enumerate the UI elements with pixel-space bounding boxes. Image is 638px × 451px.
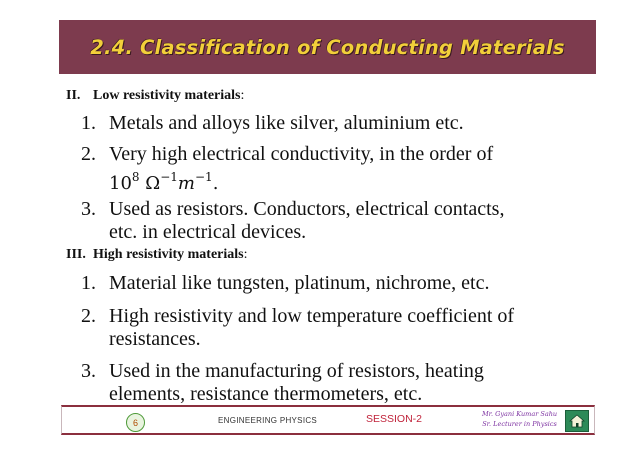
list-text-continued: etc. in electrical devices.	[109, 221, 307, 243]
list-text-continued: elements, resistance thermometers, etc.	[109, 383, 423, 405]
list-item	[81, 112, 464, 135]
formula-exponent: 8	[131, 170, 140, 184]
list-text-continued: resistances.	[109, 328, 201, 350]
slide-footer	[61, 405, 595, 435]
list-text: High resistivity and low temperature coefficient of	[109, 305, 515, 327]
list-number: 2.	[81, 143, 96, 165]
list-item	[81, 272, 489, 295]
list-number: 3.	[81, 198, 96, 220]
formula-exponent: −1	[160, 170, 178, 184]
section-heading-colon: :	[240, 88, 245, 103]
list-number: 1.	[81, 272, 96, 294]
section-numeral: II.	[66, 88, 81, 103]
list-text: Very high electrical conductivity, in the order of	[109, 143, 494, 165]
list-item	[81, 305, 514, 351]
section-heading-high	[66, 247, 248, 263]
author-title: Sr. Lecturer in Physics	[482, 420, 557, 428]
list-number: 3.	[81, 360, 96, 382]
footer-session: SESSION-2	[366, 413, 423, 425]
list-text: Metals and alloys like silver, aluminium etc.	[109, 112, 464, 134]
formula-period: .	[212, 173, 219, 194]
footer-author	[482, 409, 557, 429]
formula-meter: m	[177, 173, 195, 194]
section-heading-low	[66, 88, 244, 104]
section-numeral: III.	[66, 247, 86, 262]
title-banner	[59, 20, 596, 74]
page-number: 6	[126, 413, 145, 432]
list-number: 2.	[81, 305, 96, 327]
list-item	[81, 143, 493, 195]
formula-base: 10	[109, 173, 132, 194]
conductivity-formula	[81, 166, 493, 195]
list-item	[81, 198, 504, 244]
list-number: 1.	[81, 112, 96, 134]
footer-subject: ENGINEERING PHYSICS	[218, 416, 318, 425]
list-item	[81, 360, 484, 406]
section-heading-colon: :	[243, 247, 248, 262]
home-icon	[569, 414, 585, 428]
section-heading-text: Low resistivity materials	[93, 88, 241, 103]
list-text: Used as resistors. Conductors, electrical contacts,	[109, 198, 505, 220]
formula-omega: Ω	[145, 173, 161, 194]
slide-title: 2.4. Classification of Conducting Materials	[90, 35, 565, 59]
list-text: Used in the manufacturing of resistors, heating	[109, 360, 484, 382]
home-button[interactable]	[565, 410, 589, 432]
list-text: Material like tungsten, platinum, nichrome, etc.	[109, 272, 490, 294]
author-name: Mr. Gyani Kumar Sahu	[482, 410, 558, 418]
formula-exponent: −1	[195, 170, 213, 184]
section-heading-text: High resistivity materials	[93, 247, 244, 262]
